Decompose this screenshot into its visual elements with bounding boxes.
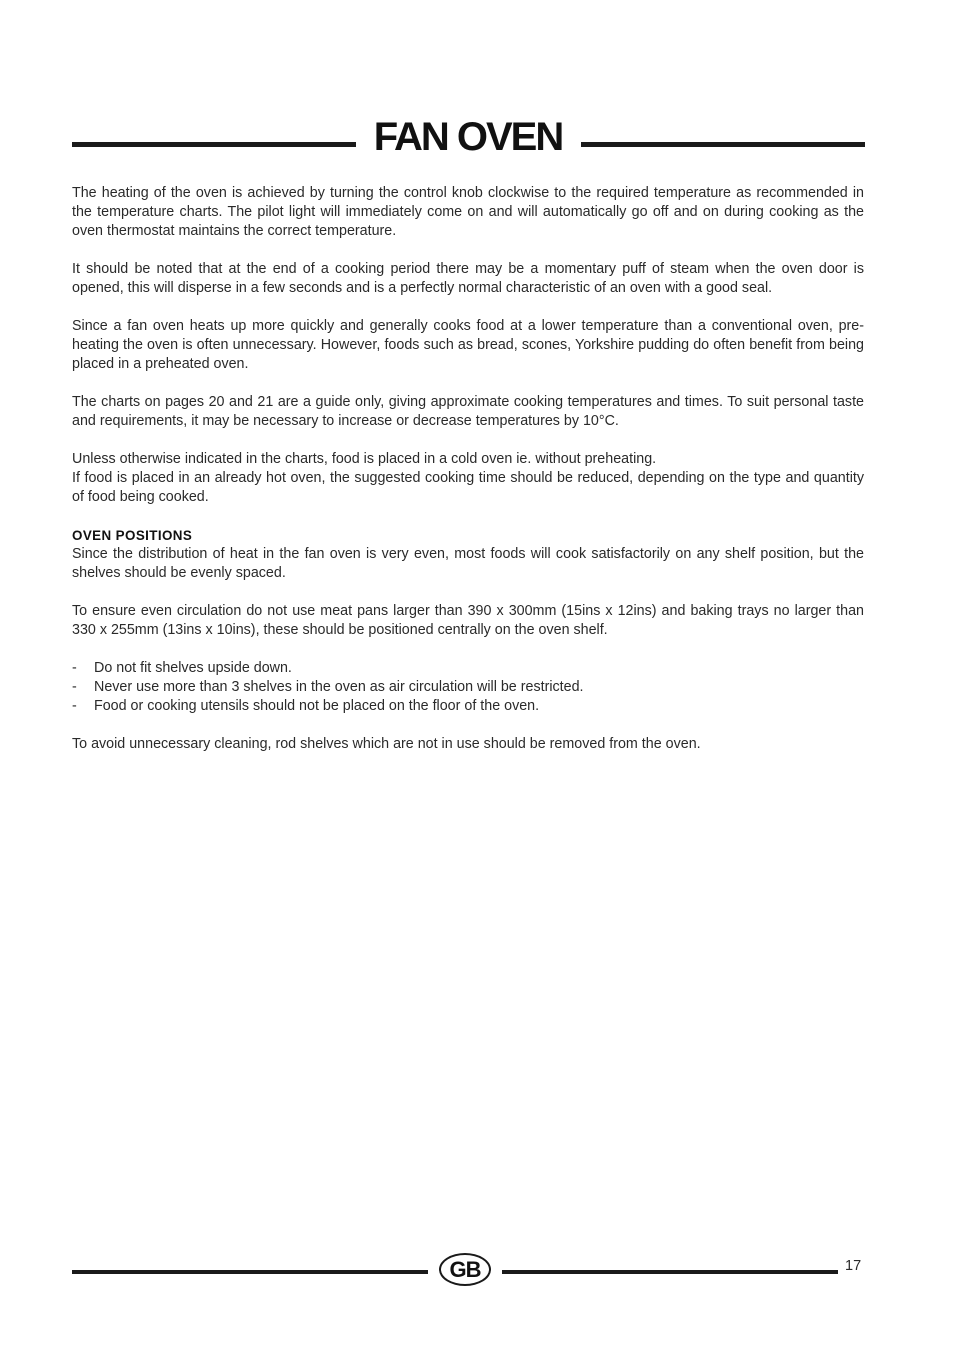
page-number: 17 [845, 1258, 862, 1274]
paragraph-shelf-position: Since the distribution of heat in the fan oven is very even, most foods will cook satisfactorily on any shelf position, but the shelves should be evenly spaced. [72, 546, 864, 581]
list-item-text: Food or cooking utensils should not be placed on the floor of the oven. [94, 698, 540, 714]
section-heading-oven-positions: OVEN POSITIONS [72, 528, 193, 543]
page-footer [72, 1252, 865, 1290]
list-item-text: Never use more than 3 shelves in the oven as air circulation will be restricted. [94, 679, 584, 695]
list-item-text: Do not fit shelves upside down. [94, 660, 292, 676]
paragraph-charts-guide: The charts on pages 20 and 21 are a guide only, giving approximate cooking temperatures and times. To suit personal taste and requirements, it may be necessary to increase or decrease temperatures by 10°C. [72, 394, 864, 429]
shelf-rules-list [72, 659, 864, 716]
list-bullet: - [72, 698, 77, 714]
paragraph-heating: The heating of the oven is achieved by turning the control knob clockwise to the required temperature as recommended in the temperature charts. The pilot light will immediately come on and will automatically go off and on during cooking as the oven thermostat maintains the correct temperature. [72, 185, 864, 239]
country-badge: GB [439, 1253, 491, 1286]
paragraph-preheating: Since a fan oven heats up more quickly and generally cooks food at a lower temperature than a conventional oven, pre-heating the oven is often unnecessary. However, foods such as bread, scones, Yorkshire pudding do often benefit from being placed in a preheated oven. [72, 318, 864, 372]
header-rule-right [581, 142, 865, 147]
footer-rule-right [502, 1270, 838, 1274]
list-bullet: - [72, 679, 77, 695]
paragraph-hot-oven: If food is placed in an already hot oven, the suggested cooking time should be reduced, depending on the type and quantity of food being cooked. [72, 470, 864, 505]
paragraph-cold-oven: Unless otherwise indicated in the charts, food is placed in a cold oven ie. without preheating. [72, 451, 657, 467]
page-title: FAN OVEN [373, 115, 563, 159]
header-rule-left [72, 142, 356, 147]
page-body [72, 184, 864, 773]
paragraph-circulation: To ensure even circulation do not use meat pans larger than 390 x 300mm (15ins x 12ins) and baking trays no larger than 330 x 255mm (13ins x 10ins), these should be positioned centrally on the oven shelf. [72, 603, 864, 638]
list-item [72, 678, 864, 697]
list-item [72, 659, 864, 678]
list-bullet: - [72, 660, 77, 676]
paragraph-steam: It should be noted that at the end of a cooking period there may be a momentary puff of steam when the oven door is opened, this will disperse in a few seconds and is a perfectly normal characteristic of an oven with a good seal. [72, 261, 864, 296]
list-item [72, 697, 864, 716]
footer-rule-left [72, 1270, 428, 1274]
page-header [72, 112, 865, 162]
paragraph-rod-shelves: To avoid unnecessary cleaning, rod shelves which are not in use should be removed from the oven. [72, 736, 701, 752]
